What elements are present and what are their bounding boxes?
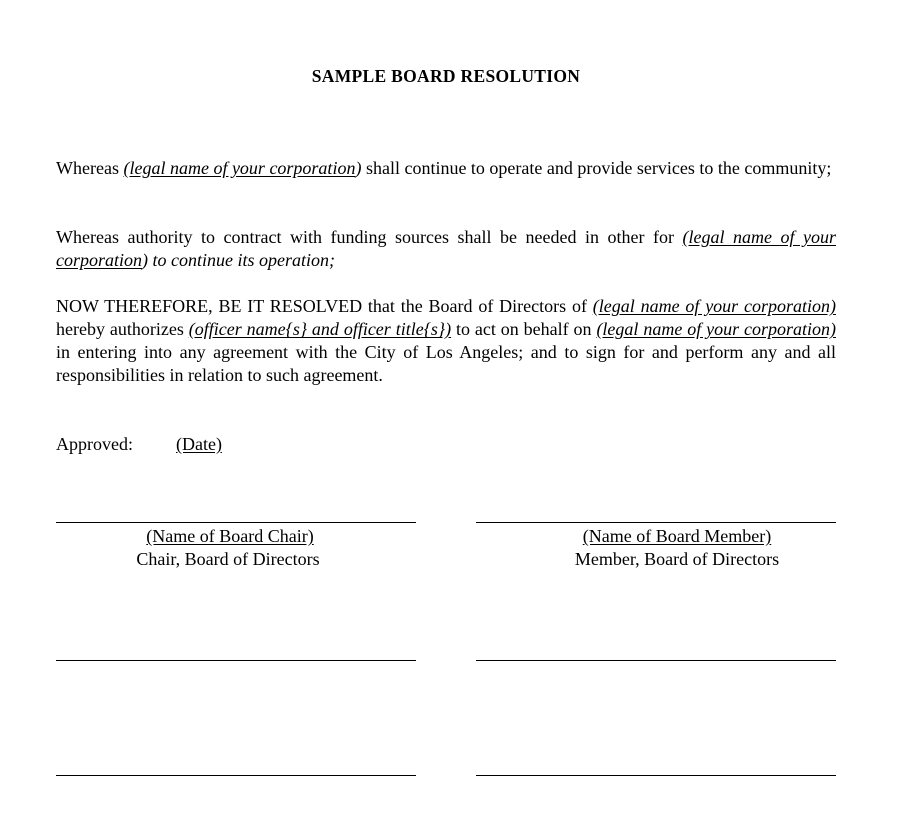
signature-block-chair [56,525,416,571]
signature-line-blank-left-1 [56,660,416,661]
text: Whereas [56,158,124,178]
placeholder-text: (legal name of your corporation [123,158,356,178]
signature-block-member [476,525,836,571]
placeholder-officer-names-titles [189,319,451,339]
signature-line-blank-left-2 [56,775,416,776]
text: to act on behalf on [451,319,597,339]
date-placeholder: (Date) [176,434,222,454]
text: hereby authorizes [56,319,189,339]
resolved-paragraph [56,295,836,387]
chair-name-placeholder: (Name of Board Chair) [146,526,314,546]
placeholder-close: ) [355,158,362,178]
member-name-placeholder: (Name of Board Member) [582,526,772,546]
chair-role: Chair, Board of Directors [136,549,320,569]
text: shall continue to operate and provide services to the community; [361,158,832,178]
whereas-paragraph-1 [56,157,836,180]
placeholder-corporation-name [596,319,836,339]
signature-line-blank-right-1 [476,660,836,661]
placeholder-text: (legal name of your corporation [56,227,837,270]
signature-line-member [476,522,836,523]
whereas-paragraph-2 [56,226,836,272]
placeholder-text: (officer name{s} and officer title{s}) [188,319,452,339]
approved-line [56,433,222,456]
signature-line-blank-right-2 [476,775,836,776]
placeholder-corporation-name [593,296,836,316]
placeholder-corporation-name [123,158,361,178]
placeholder-text: (legal name of your corporation) [592,296,836,316]
text: Whereas authority to contract with funding sources shall be needed in other for [56,227,683,247]
approved-label: Approved: [56,434,133,454]
text: NOW THEREFORE, BE IT RESOLVED that the Board of Directors of [56,296,593,316]
member-role: Member, Board of Directors [574,549,780,569]
document-title: SAMPLE BOARD RESOLUTION [311,66,581,86]
text: in entering into any agreement with the City of Los Angeles; and to sign for and perform any and all responsibilities in relation to such agreement. [56,342,836,385]
placeholder-text: (legal name of your corporation) [596,319,836,339]
placeholder-close: ) to continue its operation; [142,250,335,270]
signature-line-chair [56,522,416,523]
